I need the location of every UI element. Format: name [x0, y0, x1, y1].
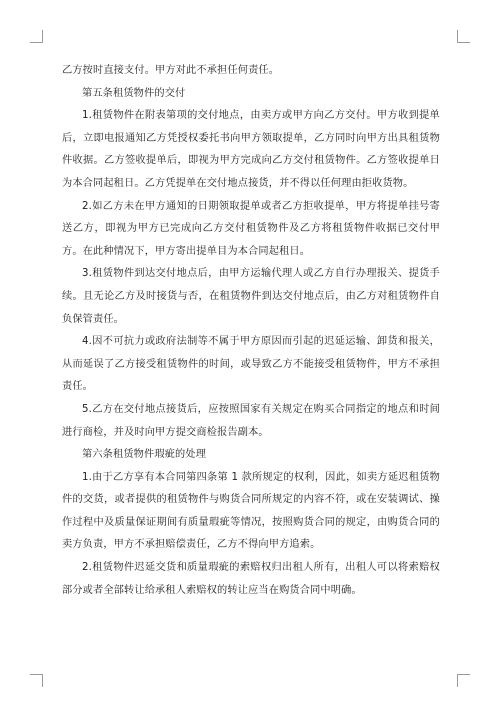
paragraph-6-2: 2.租赁物件迟延交货和质量瑕疵的索赔权归出租人所有，出租人可以将索赔权部分或者全部转让给承租人索赔权的转让应当在购货合同中明确。 [62, 562, 440, 596]
document-body [62, 60, 440, 602]
crop-mark-bottom-right [457, 674, 470, 687]
paragraph-5-5: 5.乙方在交付地点接货后，应按照国家有关规定在购买合同指定的地点和时间进行商检，并及时向甲方提交商检报告副本。 [62, 403, 440, 438]
heading-article-6: 第六条租赁物件瑕疵的处理 [82, 449, 207, 461]
paragraph-6-1: 1.由于乙方享有本合同第四条第 1 款所规定的权利，因此，如卖方延迟租赁物件的交货，或者提供的租赁物件与购货合同所规定的内容不符，或在安装调试、操作过程中及质量保证期间有质量瑕疵等情况，按照购货合同的规定，由购货合同的卖方负责，甲方不承担赔偿责任，乙方不得向甲方追索。 [62, 471, 440, 551]
crop-mark-top-left [30, 30, 43, 43]
heading-article-5: 第五条租赁物件的交付 [82, 87, 186, 99]
paragraph-continuation: 乙方按时直接支付。甲方对此不承担任何责任。 [62, 65, 280, 76]
paragraph-5-3: 3.租赁物件到达交付地点后，由甲方运输代理人或乙方自行办理报关、提货手续。且无论乙方及时接货与否，在租赁物件到达交付地点后，由乙方对租赁物件自负保管责任。 [62, 268, 440, 325]
crop-mark-bottom-left [30, 674, 43, 687]
paragraph-5-1: 1.租赁物件在附表第项的交付地点，由卖方或甲方向乙方交付。甲方收到提单后，立即电报通知乙方凭授权委托书向甲方领取提单，乙方同时向甲方出具租赁物件收据。乙方签收提单后，即视为甲方完成向乙方交付租赁物件。乙方签收提单日为本合同起租日。乙方凭提单在交付地点接货，并不得以任何理由拒收货物。 [62, 110, 440, 189]
crop-mark-top-right [457, 30, 470, 43]
paragraph-5-4: 4.因不可抗力或政府法制等不属于甲方原因而引起的迟延运输、卸货和报关，从而延误了乙方接受租赁物件的时间，或导致乙方不能接受租赁物件，甲方不承担责任。 [62, 336, 440, 393]
paragraph-5-2: 2.如乙方未在甲方通知的日期领取提单或者乙方拒收提单，甲方将提单挂号寄送乙方，即视为甲方已完成向乙方交付租赁物件及乙方将租赁物件收据已交付甲方。在此种情况下，甲方寄出提单目为本合同起租日。 [62, 200, 440, 257]
